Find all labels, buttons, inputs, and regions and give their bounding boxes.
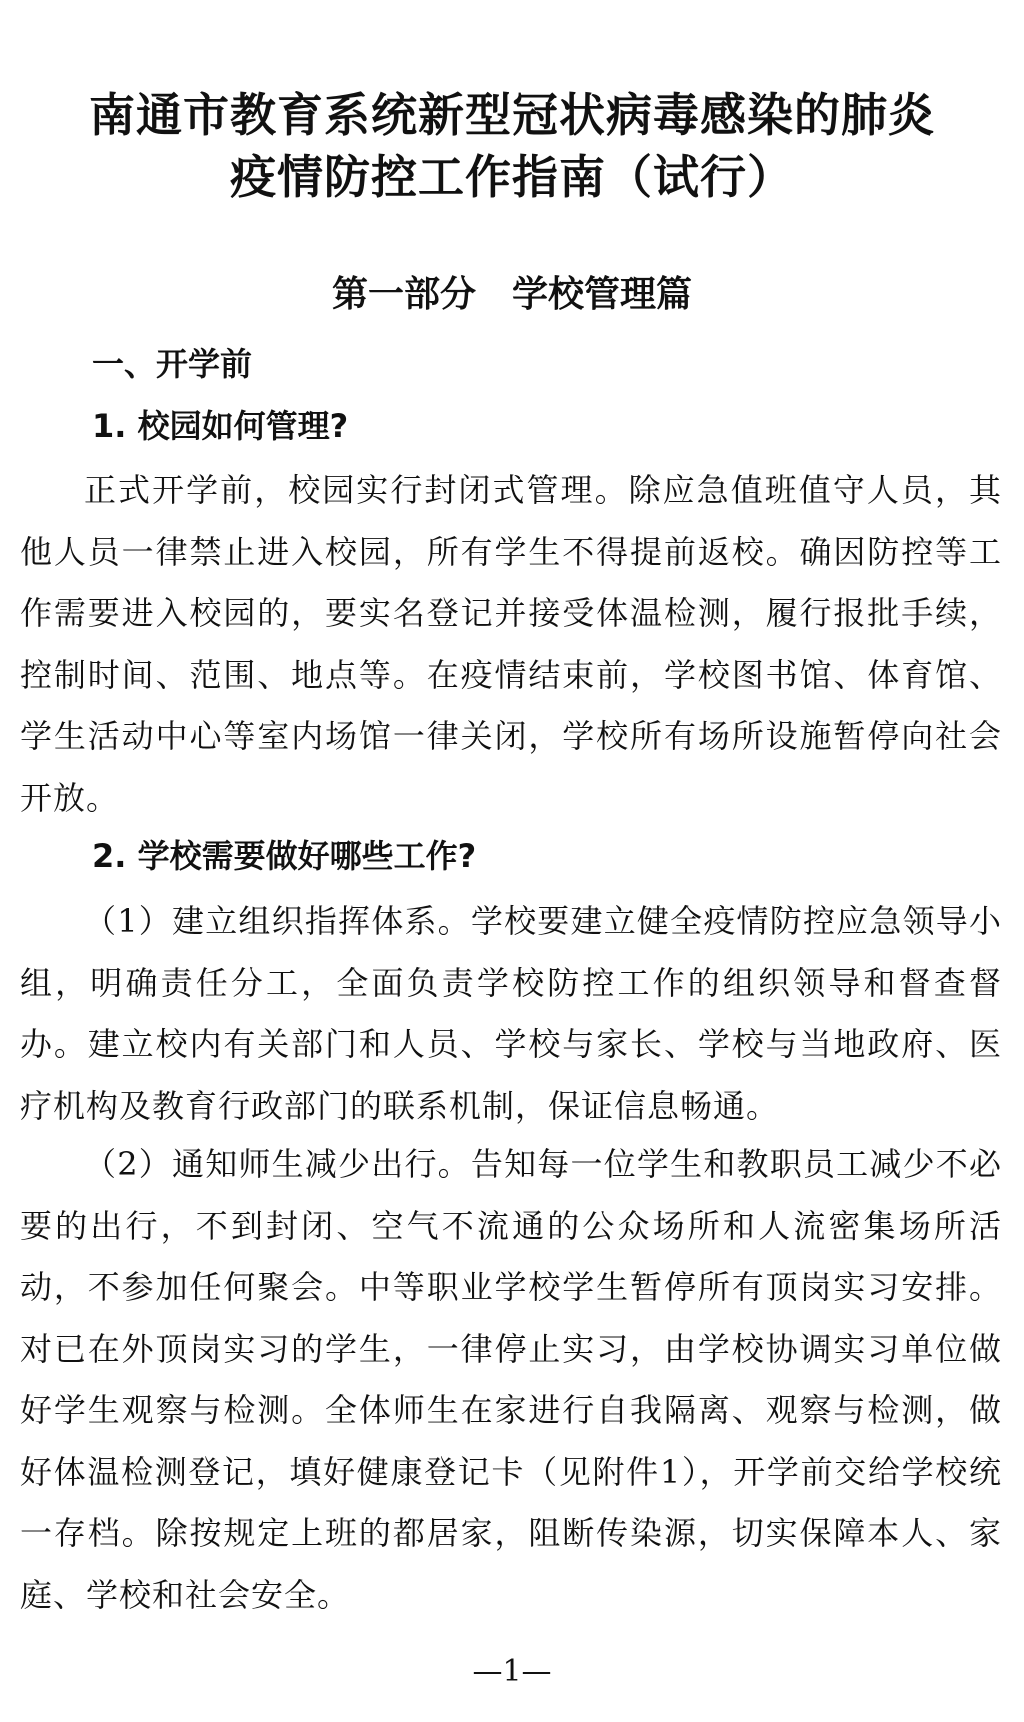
question-heading-2: 2. 学校需要做好哪些工作?	[92, 837, 477, 875]
answer-paragraph-2-2: （2）通知师生减少出行。告知每一位学生和教职员工减少不必要的出行，不到封闭、空气不流通的公众场所和人流密集场所活动，不参加任何聚会。中等职业学校学生暂停所有顶岗实习安排。对已在外顶岗实习的学生，一律停止实习，由学校协调实习单位做好学生观察与检测。全体师生在家进行自我隔离、观察与检测，做好体温检测登记，填好健康登记卡（见附件1），开学前交给学校统一存档。除按规定上班的都居家，阻断传染源，切实保障本人、家庭、学校和社会安全。	[20, 1145, 1002, 1614]
answer-paragraph-1: 正式开学前，校园实行封闭式管理。除应急值班值守人员，其他人员一律禁止进入校园，所有学生不得提前返校。确因防控等工作需要进入校园的，要实名登记并接受体温检测，履行报批手续，控制时间、范围、地点等。在疫情结束前，学校图书馆、体育馆、学生活动中心等室内场馆一律关闭，学校所有场所设施暂停向社会开放。	[20, 471, 1002, 817]
answer-paragraph-2-1: （1）建立组织指挥体系。学校要建立健全疫情防控应急领导小组，明确责任分工，全面负责学校防控工作的组织领导和督查督办。建立校内有关部门和人员、学校与家长、学校与当地政府、医疗机构及教育行政部门的联系机制，保证信息畅通。	[20, 902, 1002, 1125]
part-heading: 第一部分 学校管理篇	[331, 273, 692, 315]
question-heading-1: 1. 校园如何管理?	[92, 407, 349, 445]
page-number: —1—	[472, 1654, 552, 1689]
document-title-line-1: 南通市教育系统新型冠状病毒感染的肺炎	[89, 88, 935, 142]
section-heading: 一、开学前	[92, 345, 253, 383]
document-title-line-2: 疫情防控工作指南（试行）	[230, 150, 794, 204]
